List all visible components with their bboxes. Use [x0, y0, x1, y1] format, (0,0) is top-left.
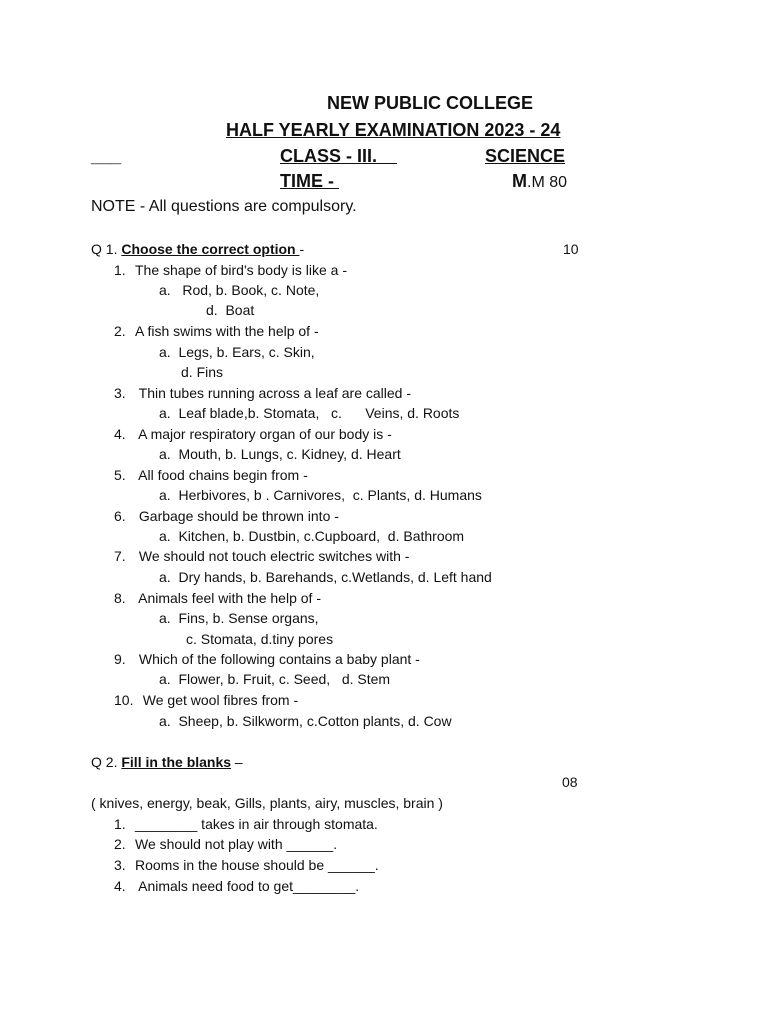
- question-text: All food chains begin from -: [135, 467, 308, 483]
- question-options: a. Sheep, b. Silkworm, c.Cotton plants, d. Cow: [159, 713, 452, 729]
- list-number: 9.: [114, 651, 126, 667]
- question-text: Animals feel with the help of -: [135, 590, 321, 606]
- list-number: 10.: [114, 692, 134, 708]
- list-number: 1.: [114, 262, 126, 278]
- list-number: 3.: [114, 857, 126, 873]
- question-options: a. Dry hands, b. Barehands, c.Wetlands, d. Left hand: [159, 569, 492, 585]
- list-number: 6.: [114, 508, 126, 524]
- question-text: Which of the following contains a baby plant -: [135, 651, 420, 667]
- q2-dash: –: [231, 754, 243, 770]
- q1-dash: -: [299, 241, 305, 257]
- word-bank: ( knives, energy, beak, Gills, plants, airy, muscles, brain ): [91, 795, 443, 811]
- question-options: a. Rod, b. Book, c. Note,: [159, 282, 320, 298]
- list-number: 1.: [114, 816, 126, 832]
- blank-line: ___: [91, 146, 122, 166]
- exam-title: HALF YEARLY EXAMINATION 2023 - 24: [226, 120, 561, 140]
- question-options: a. Legs, b. Ears, c. Skin,: [159, 344, 315, 360]
- question-text: The shape of bird's body is like a -: [135, 262, 348, 278]
- q1-number: Q 1.: [91, 241, 122, 257]
- q2-title: Fill in the blanks: [121, 754, 232, 770]
- time-label: TIME -: [280, 171, 339, 191]
- list-number: 3.: [114, 385, 126, 401]
- list-number: 7.: [114, 548, 126, 564]
- question-options: a. Kitchen, b. Dustbin, c.Cupboard, d. Bathroom: [159, 528, 465, 544]
- list-number: 8.: [114, 590, 126, 606]
- question-text: Thin tubes running across a leaf are called -: [135, 385, 412, 401]
- question-options: d. Fins: [181, 364, 224, 380]
- list-number: 4.: [114, 426, 126, 442]
- question-text: A major respiratory organ of our body is -: [135, 426, 392, 442]
- q2-marks: 08: [562, 774, 578, 790]
- question-options: a. Fins, b. Sense organs,: [159, 610, 319, 626]
- list-number: 4.: [114, 878, 126, 894]
- question-options: a. Flower, b. Fruit, c. Seed, d. Stem: [159, 671, 391, 687]
- q1-title: Choose the correct option: [121, 241, 300, 257]
- class-label: CLASS - III.: [280, 146, 398, 166]
- list-number: 5.: [114, 467, 126, 483]
- question-text: A fish swims with the help of -: [135, 323, 319, 339]
- blank-item: Animals need food to get________.: [135, 878, 360, 894]
- list-number: 2.: [114, 323, 126, 339]
- question-options: a. Herbivores, b . Carnivores, c. Plants, d. Humans: [159, 487, 482, 503]
- question-text: We get wool fibres from -: [135, 692, 299, 708]
- question-options: c. Stomata, d.tiny pores: [186, 631, 334, 647]
- note-text: NOTE - All questions are compulsory.: [91, 198, 357, 215]
- question-text: We should not touch electric switches with -: [135, 548, 410, 564]
- question-text: Garbage should be thrown into -: [135, 508, 339, 524]
- q2-number: Q 2.: [91, 754, 122, 770]
- subject-label: SCIENCE: [485, 146, 566, 166]
- max-marks: [512, 171, 567, 192]
- max-marks-value: .M 80: [527, 174, 568, 191]
- school-name: NEW PUBLIC COLLEGE: [327, 93, 533, 113]
- blank-item: We should not play with ______.: [135, 836, 338, 852]
- list-number: 2.: [114, 836, 126, 852]
- question-options: a. Leaf blade,b. Stomata, c. Veins, d. Roots: [159, 405, 460, 421]
- blank-item: Rooms in the house should be ______.: [135, 857, 379, 873]
- question-options: a. Mouth, b. Lungs, c. Kidney, d. Heart: [159, 446, 401, 462]
- question-options: d. Boat: [206, 302, 255, 318]
- max-marks-letter: M: [512, 171, 527, 191]
- q1-heading: [91, 241, 304, 257]
- q2-heading: [91, 754, 243, 770]
- blank-item: ________ takes in air through stomata.: [135, 816, 378, 832]
- q1-marks: 10: [563, 241, 579, 257]
